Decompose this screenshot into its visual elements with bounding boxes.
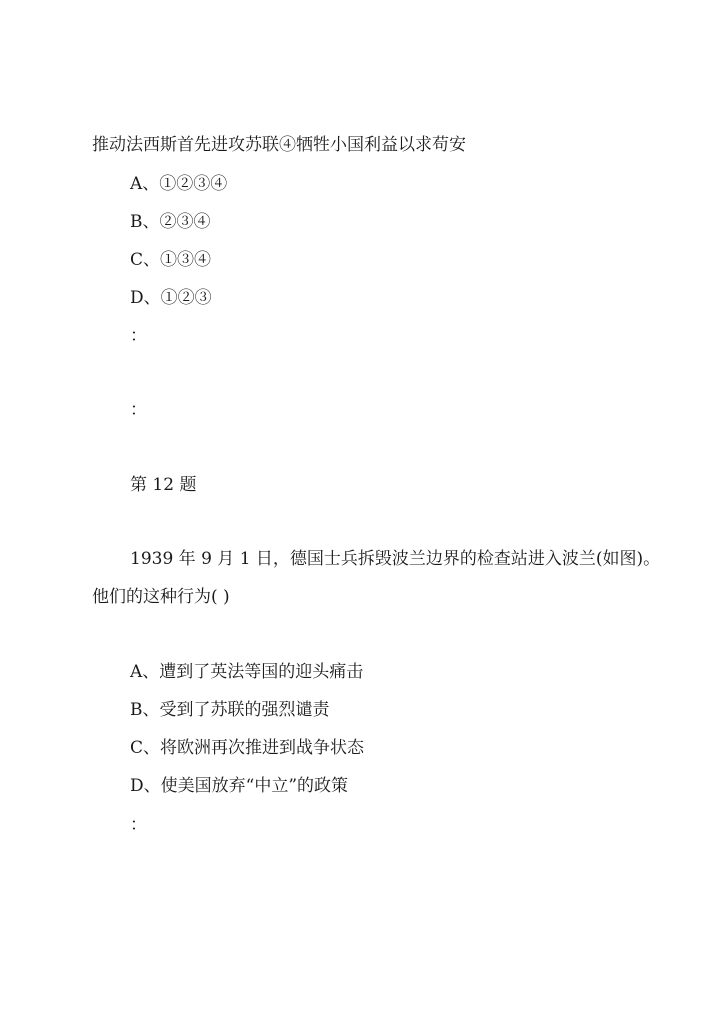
question-stem-line1: 1939 年 9 月 1 日，德国士兵拆毁波兰边界的检查站进入波兰(如图)。 (130, 549, 661, 569)
prev-answer-label: ： (130, 326, 147, 346)
option-c: C、将欧洲再次推进到战争状态 (130, 738, 365, 758)
answer-label: ： (130, 815, 147, 835)
prev-option-b: B、②③④ (130, 212, 211, 232)
question-stem-line2: 他们的这种行为( ) (92, 587, 230, 607)
prev-analysis-label: ： (130, 400, 147, 420)
option-a: A、遭到了英法等国的迎头痛击 (130, 662, 364, 682)
prev-option-c: C、①③④ (130, 250, 212, 270)
prev-question-stem-tail: 推动法西斯首先进攻苏联④牺牲小国利益以求苟安 (92, 135, 466, 155)
prev-option-d: D、①②③ (130, 288, 212, 308)
question-number: 第 12 题 (130, 475, 197, 495)
option-d: D、使美国放弃“中立”的政策 (130, 776, 349, 796)
option-b: B、受到了苏联的强烈谴责 (130, 700, 330, 720)
prev-option-a: A、①②③④ (130, 174, 228, 194)
